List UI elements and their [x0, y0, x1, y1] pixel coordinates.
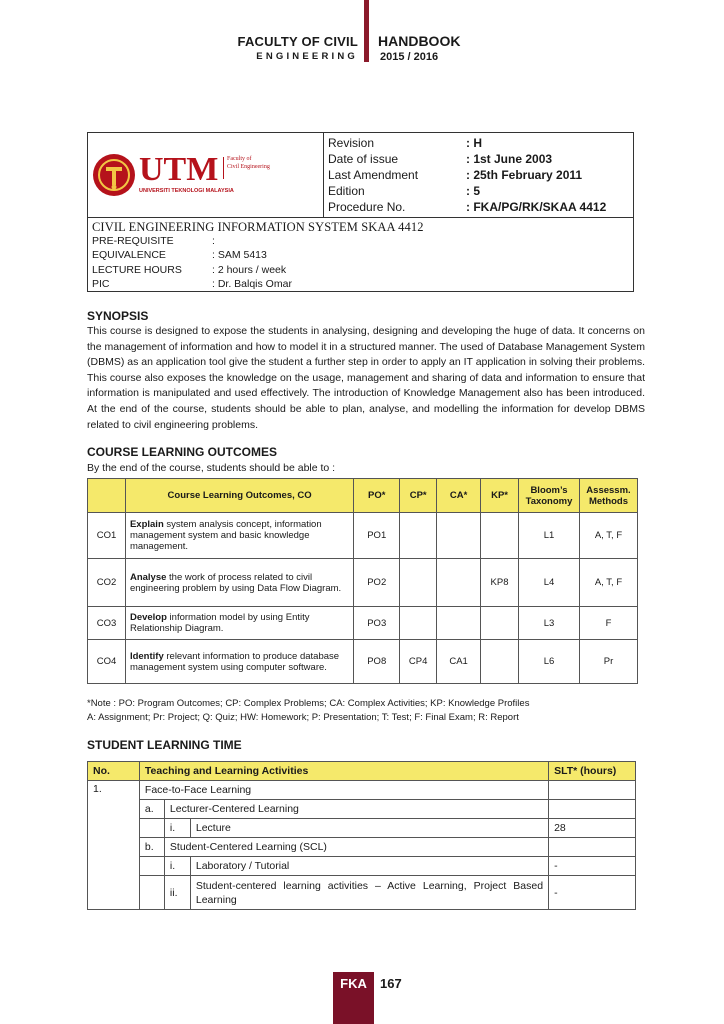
lecture-hours-label: LECTURE HOURS: [92, 264, 182, 276]
slt-no: 1.: [88, 781, 140, 910]
header-divider: [364, 0, 369, 62]
procedure-value: : FKA/PG/RK/SKAA 4412: [466, 200, 607, 214]
slt-header-row: [88, 762, 636, 781]
table-row: [88, 819, 636, 838]
amendment-label: Last Amendment: [328, 168, 419, 182]
clo-assess: A, T, F: [579, 513, 637, 559]
clo-po: PO1: [354, 513, 400, 559]
slt-b-ii-text: Student-centered learning activities – Active Learning, Project Based Learning: [190, 876, 548, 910]
equivalence-label: EQUIVALENCE: [92, 249, 166, 261]
clo-po: PO3: [354, 607, 400, 640]
issue-date-label: Date of issue: [328, 152, 399, 166]
prerequisite-label: PRE-REQUISITE: [92, 235, 174, 247]
table-row: [88, 857, 636, 876]
course-info-box: [87, 132, 634, 292]
slt-b-i-hours: -: [549, 857, 636, 876]
logo-faculty-line1: Faculty of: [227, 156, 252, 162]
pic-label: PIC: [92, 278, 110, 290]
clo-table: [87, 478, 638, 684]
clo-po: PO2: [354, 559, 400, 607]
page-number: 167: [380, 976, 402, 991]
header-faculty-line2: ENGINEERING: [256, 51, 358, 62]
clo-kp: [481, 640, 519, 684]
clo-assess: A, T, F: [579, 559, 637, 607]
clo-cp: [400, 513, 437, 559]
clo-note-line2: A: Assignment; Pr: Project; Q: Quiz; HW: Homework; P: Presentation; T: Test; F: Final Exam; R: Report: [87, 712, 519, 723]
clo-note: [87, 697, 529, 725]
clo-heading: COURSE LEARNING OUTCOMES: [87, 445, 278, 459]
table-row: [88, 838, 636, 857]
clo-kp: KP8: [481, 559, 519, 607]
slt-a-i-hours: 28: [549, 819, 636, 838]
table-row: [88, 781, 636, 800]
logo-divider: [223, 157, 224, 179]
clo-note-line1: *Note : PO: Program Outcomes; CP: Complex Problems; CA: Complex Activities; KP: Knowledge Profiles: [87, 698, 530, 709]
clo-id: CO2: [88, 559, 126, 607]
clo-text: system analysis concept, information management system and basic knowledge management.: [129, 519, 322, 552]
clo-verb: Identify: [129, 650, 164, 662]
clo-col-bloom: Bloom’s Taxonomy: [519, 479, 580, 513]
issue-date-value: : 1st June 2003: [466, 152, 553, 166]
clo-ca: [437, 513, 481, 559]
clo-header-row: [88, 479, 638, 513]
table-row: [88, 607, 638, 640]
clo-col-id: [88, 479, 126, 513]
footer-label: FKA: [340, 976, 367, 991]
amendment-value: : 25th February 2011: [466, 168, 583, 182]
clo-verb: Develop: [129, 612, 167, 623]
slt-heading: STUDENT LEARNING TIME: [87, 738, 242, 752]
slt-a-i-text: Lecture: [190, 819, 548, 838]
procedure-label: Procedure No.: [328, 200, 406, 214]
logo-faculty-line2: Civil Engineering: [227, 164, 270, 170]
clo-text: information model by using Entity Relationship Diagram.: [129, 612, 310, 634]
slt-b-i-mark: i.: [164, 857, 190, 876]
logo-wordmark: UTM: [139, 151, 219, 188]
clo-cp: [400, 607, 437, 640]
clo-kp: [481, 607, 519, 640]
edition-value: : 5: [466, 184, 481, 198]
clo-po: PO8: [354, 640, 400, 684]
clo-text: the work of process related to civil engineering problem by using Data Flow Diagram.: [129, 571, 342, 594]
clo-ca: [437, 559, 481, 607]
clo-outcome: [125, 607, 353, 640]
table-row: [88, 640, 638, 684]
slt-a-mark: a.: [139, 800, 164, 819]
logo-university: UNIVERSITI TEKNOLOGI MALAYSIA: [139, 188, 234, 194]
clo-id: CO3: [88, 607, 126, 640]
revision-value: : H: [466, 136, 482, 150]
synopsis-heading: SYNOPSIS: [87, 309, 149, 323]
slt-col-activities: Teaching and Learning Activities: [139, 762, 548, 781]
table-row: [88, 559, 638, 607]
clo-assess: Pr: [579, 640, 637, 684]
clo-bloom: L6: [519, 640, 580, 684]
clo-col-ca: CA*: [437, 479, 481, 513]
clo-outcome: [125, 559, 353, 607]
slt-main-activity: Face-to-Face Learning: [139, 781, 548, 800]
clo-col-cp: CP*: [400, 479, 437, 513]
synopsis-text: This course is designed to expose the students in analysing, designing and developing the huge of data. It concerns on the management of information and how to model it in a structured manner. The used of Database Management System (DBMS) as an application tool give the student a further step in order to apply an IT application in solving their problems. This course also exposes the knowledge on the usage, management and sharing of data and information to ensure that information is manipulated and used effectively. The introduction of Knowledge Management also has been introduced. At the end of the course, students should be able to plan, analyse, and modelling the information for develop DBMS related to civil engineering problems.: [87, 325, 645, 431]
slt-a-i-mark: i.: [164, 819, 190, 838]
info-vertical-divider: [323, 133, 324, 217]
clo-bloom: L4: [519, 559, 580, 607]
clo-bloom: L3: [519, 607, 580, 640]
clo-ca: [437, 607, 481, 640]
clo-cp: [400, 559, 437, 607]
table-row: [88, 800, 636, 819]
clo-id: CO1: [88, 513, 126, 559]
prerequisite-value: :: [212, 235, 215, 247]
revision-label: Revision: [328, 136, 375, 150]
slt-b-ii-hours: -: [549, 876, 636, 910]
pic-value: : Dr. Balqis Omar: [212, 278, 292, 290]
slt-col-hours: SLT* (hours): [549, 762, 636, 781]
lecture-hours-value: : 2 hours / week: [212, 264, 287, 276]
utm-logo: [92, 151, 270, 199]
clo-outcome: [125, 513, 353, 559]
slt-table: [87, 761, 636, 910]
slt-b-mark: b.: [139, 838, 164, 857]
slt-b-ii-mark: ii.: [164, 876, 190, 910]
clo-col-kp: KP*: [481, 479, 519, 513]
clo-ca: CA1: [437, 640, 481, 684]
header-faculty-line1: FACULTY OF CIVIL: [237, 34, 358, 49]
slt-col-no: No.: [88, 762, 140, 781]
slt-b-i-text: Laboratory / Tutorial: [190, 857, 548, 876]
clo-col-po: PO*: [354, 479, 400, 513]
slt-a-text: Lecturer-Centered Learning: [164, 800, 548, 819]
info-horizontal-divider: [88, 217, 633, 218]
clo-kp: [481, 513, 519, 559]
clo-col-outcome: Course Learning Outcomes, CO: [125, 479, 353, 513]
header-handbook: HANDBOOK: [378, 33, 461, 49]
slt-hours-empty: [549, 838, 636, 857]
clo-intro: By the end of the course, students should be able to :: [87, 462, 336, 474]
clo-id: CO4: [88, 640, 126, 684]
slt-hours-empty: [549, 800, 636, 819]
equivalence-value: : SAM 5413: [212, 249, 267, 261]
course-title: CIVIL ENGINEERING INFORMATION SYSTEM SKAA 4412: [92, 220, 424, 234]
table-row: [88, 513, 638, 559]
clo-verb: Explain: [129, 519, 164, 530]
header-year: 2015 / 2016: [380, 51, 439, 63]
slt-hours-empty: [549, 781, 636, 800]
clo-col-assess: Assessm. Methods: [579, 479, 637, 513]
edition-label: Edition: [328, 184, 365, 198]
clo-assess: F: [579, 607, 637, 640]
table-row: [88, 876, 636, 910]
clo-verb: Analyse: [129, 571, 167, 583]
clo-text: relevant information to produce database management system using computer software.: [129, 650, 340, 673]
clo-bloom: L1: [519, 513, 580, 559]
slt-b-text: Student-Centered Learning (SCL): [164, 838, 548, 857]
clo-cp: CP4: [400, 640, 437, 684]
clo-outcome: [125, 640, 353, 684]
